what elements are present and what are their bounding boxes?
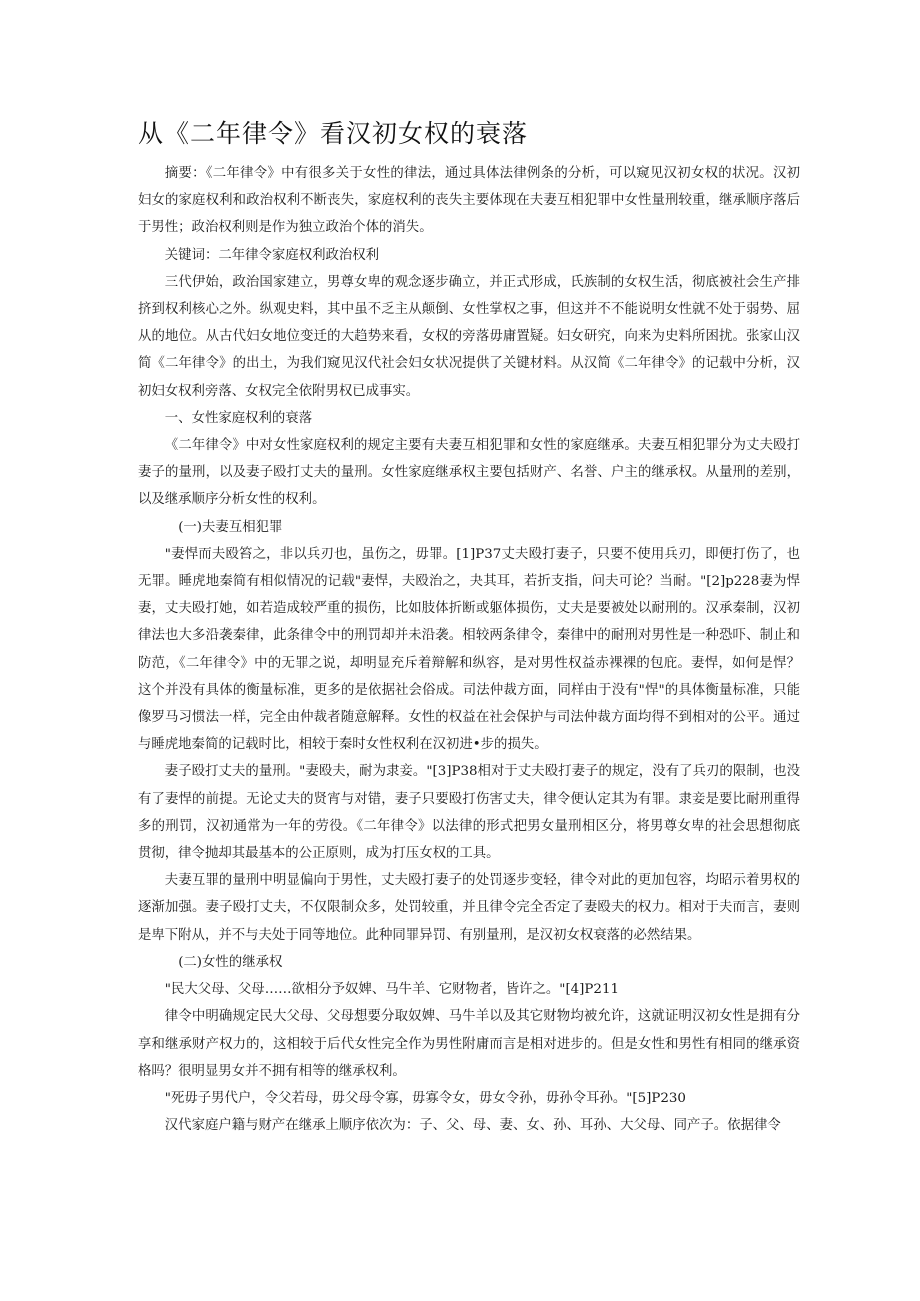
abstract-paragraph: 摘要：《二年律令》中有很多关于女性的律法，通过具体法律例条的分析，可以窥见汉初女权的状况。汉初妇女的家庭权利和政治权利不断丧失，家庭权利的丧失主要体现在夫妻互相犯罪中女性量刑较重，继承顺序落后于男性；政治权利则是作为独立政治个体的消失。 bbox=[138, 166, 800, 236]
quote-paragraph: "民大父母、父母……欲相分予奴婢、马牛羊、它财物者，皆许之。"[4]P211 bbox=[164, 982, 619, 998]
document-body bbox=[138, 160, 800, 1139]
subsection-heading: (一)夫妻互相犯罪 bbox=[178, 519, 283, 535]
body-paragraph: "妻悍而夫殴笞之，非以兵刃也，虽伤之，毋罪。[1]P37丈夫殴打妻子，只要不使用兵刃，即便打伤了，也无罪。睡虎地秦简有相似情况的记载"妻悍，夫殴治之，夬其耳，若折支指，问夫可论？当耐。"[2]p228妻为悍妻，丈夫殴打她，如若造成较严重的损伤，比如肢体折断或躯体损伤，丈夫是要被处以耐刑的。汉承秦制，汉初律法也大多沿袭秦律，此条律令中的刑罚却并未沿袭。相较两条律令，秦律中的耐刑对男性是一种恐吓、制止和防范，《二年律令》中的无罪之说，却明显充斥着辩解和纵容，是对男性权益赤裸裸的包庇。妻悍，如何是悍？这个并没有具体的衡量标准，更多的是依据社会俗成。司法仲裁方面，同样由于没有"悍"的具体衡量标准，只能像罗马习惯法一样，完全由仲裁者随意解释。女性的权益在社会保护与司法仲裁方面均得不到相对的公平。通过与睡虎地秦简的记载时比，相较于秦时女性权利在汉初进•步的损失。 bbox=[138, 546, 800, 753]
body-paragraph: 汉代家庭户籍与财产在继承上顺序依次为：子、父、母、妻、女、孙、耳孙、大父母、同产子。依据律令 bbox=[164, 1118, 781, 1134]
quote-paragraph: "死毋子男代户，令父若母，毋父母令寡，毋寡令女，毋女令孙，毋孙令耳孙。"[5]P230 bbox=[164, 1090, 686, 1106]
body-paragraph: 妻子殴打丈夫的量刑。"妻殴夫，耐为隶妾。"[3]P38相对于丈夫殴打妻子的规定，没有了兵刃的限制，也没有了妻悍的前提。无论丈夫的贤宵与对错，妻子只要殴打伤害丈夫，律令便认定其为有罪。隶妾是要比耐刑重得多的刑罚，汉初通常为一年的劳役。《二年律令》以法律的形式把男女量刑相区分，将男尊女卑的社会思想彻底贯彻，律令抛却其最基本的公正原则，成为打压女权的工具。 bbox=[138, 764, 800, 862]
document-title: 从《二年律令》看汉初女权的衰落 bbox=[138, 119, 529, 148]
keywords-paragraph: 关键词：二年律令家庭权利政治权利 bbox=[164, 247, 380, 263]
intro-paragraph: 三代伊始，政治国家建立，男尊女卑的观念逐步确立，并正式形成，氏族制的女权生活，彻底被社会生产排挤到权利核心之外。纵观史料，其中虽不乏主从颠倒、女性掌权之事，但这并不不能说明女性就不处于弱势、屈从的地位。从古代妇女地位变迁的大趋势来看，女权的旁落毋庸置疑。妇女研究，向来为史料所困扰。张家山汉简《二年律令》的出土，为我们窥见汉代社会妇女状况提供了关键材料。从汉简《二年律令》的记载中分析，汉初妇女权利旁落、女权完全依附男权已成事实。 bbox=[138, 274, 800, 399]
body-paragraph: 《二年律令》中对女性家庭权利的规定主要有夫妻互相犯罪和女性的家庭继承。夫妻互相犯罪分为丈夫殴打妻子的量刑，以及妻子殴打丈夫的量刑。女性家庭继承权主要包括财产、名誉、户主的继承权。从量刑的差别，以及继承顺序分析女性的权利。 bbox=[138, 438, 800, 508]
section-heading: 一、女性家庭权利的衰落 bbox=[164, 410, 313, 426]
body-paragraph: 夫妻互罪的量刑中明显偏向于男性，丈夫殴打妻子的处罚逐步变轻，律令对此的更加包容，均昭示着男权的逐渐加强。妻子殴打丈夫，不仅限制众多，处罚较重，并且律令完全否定了妻殴夫的权力。相对于夫而言，妻则是卑下附从，并不与夫处于同等地位。此种同罪异罚、有别量刑，是汉初女权衰落的必然结果。 bbox=[138, 873, 800, 943]
subsection-heading: (二)女性的继承权 bbox=[178, 954, 283, 970]
body-paragraph: 律令中明确规定民大父母、父母想要分取奴婢、马牛羊以及其它财物均被允许，这就证明汉初女性是拥有分享和继承财产权力的，这相较于后代女性完全作为男性附庸而言是相对进步的。但是女性和男性有相同的继承资格吗？很明显男女并不拥有相等的继承权利。 bbox=[138, 1009, 800, 1079]
